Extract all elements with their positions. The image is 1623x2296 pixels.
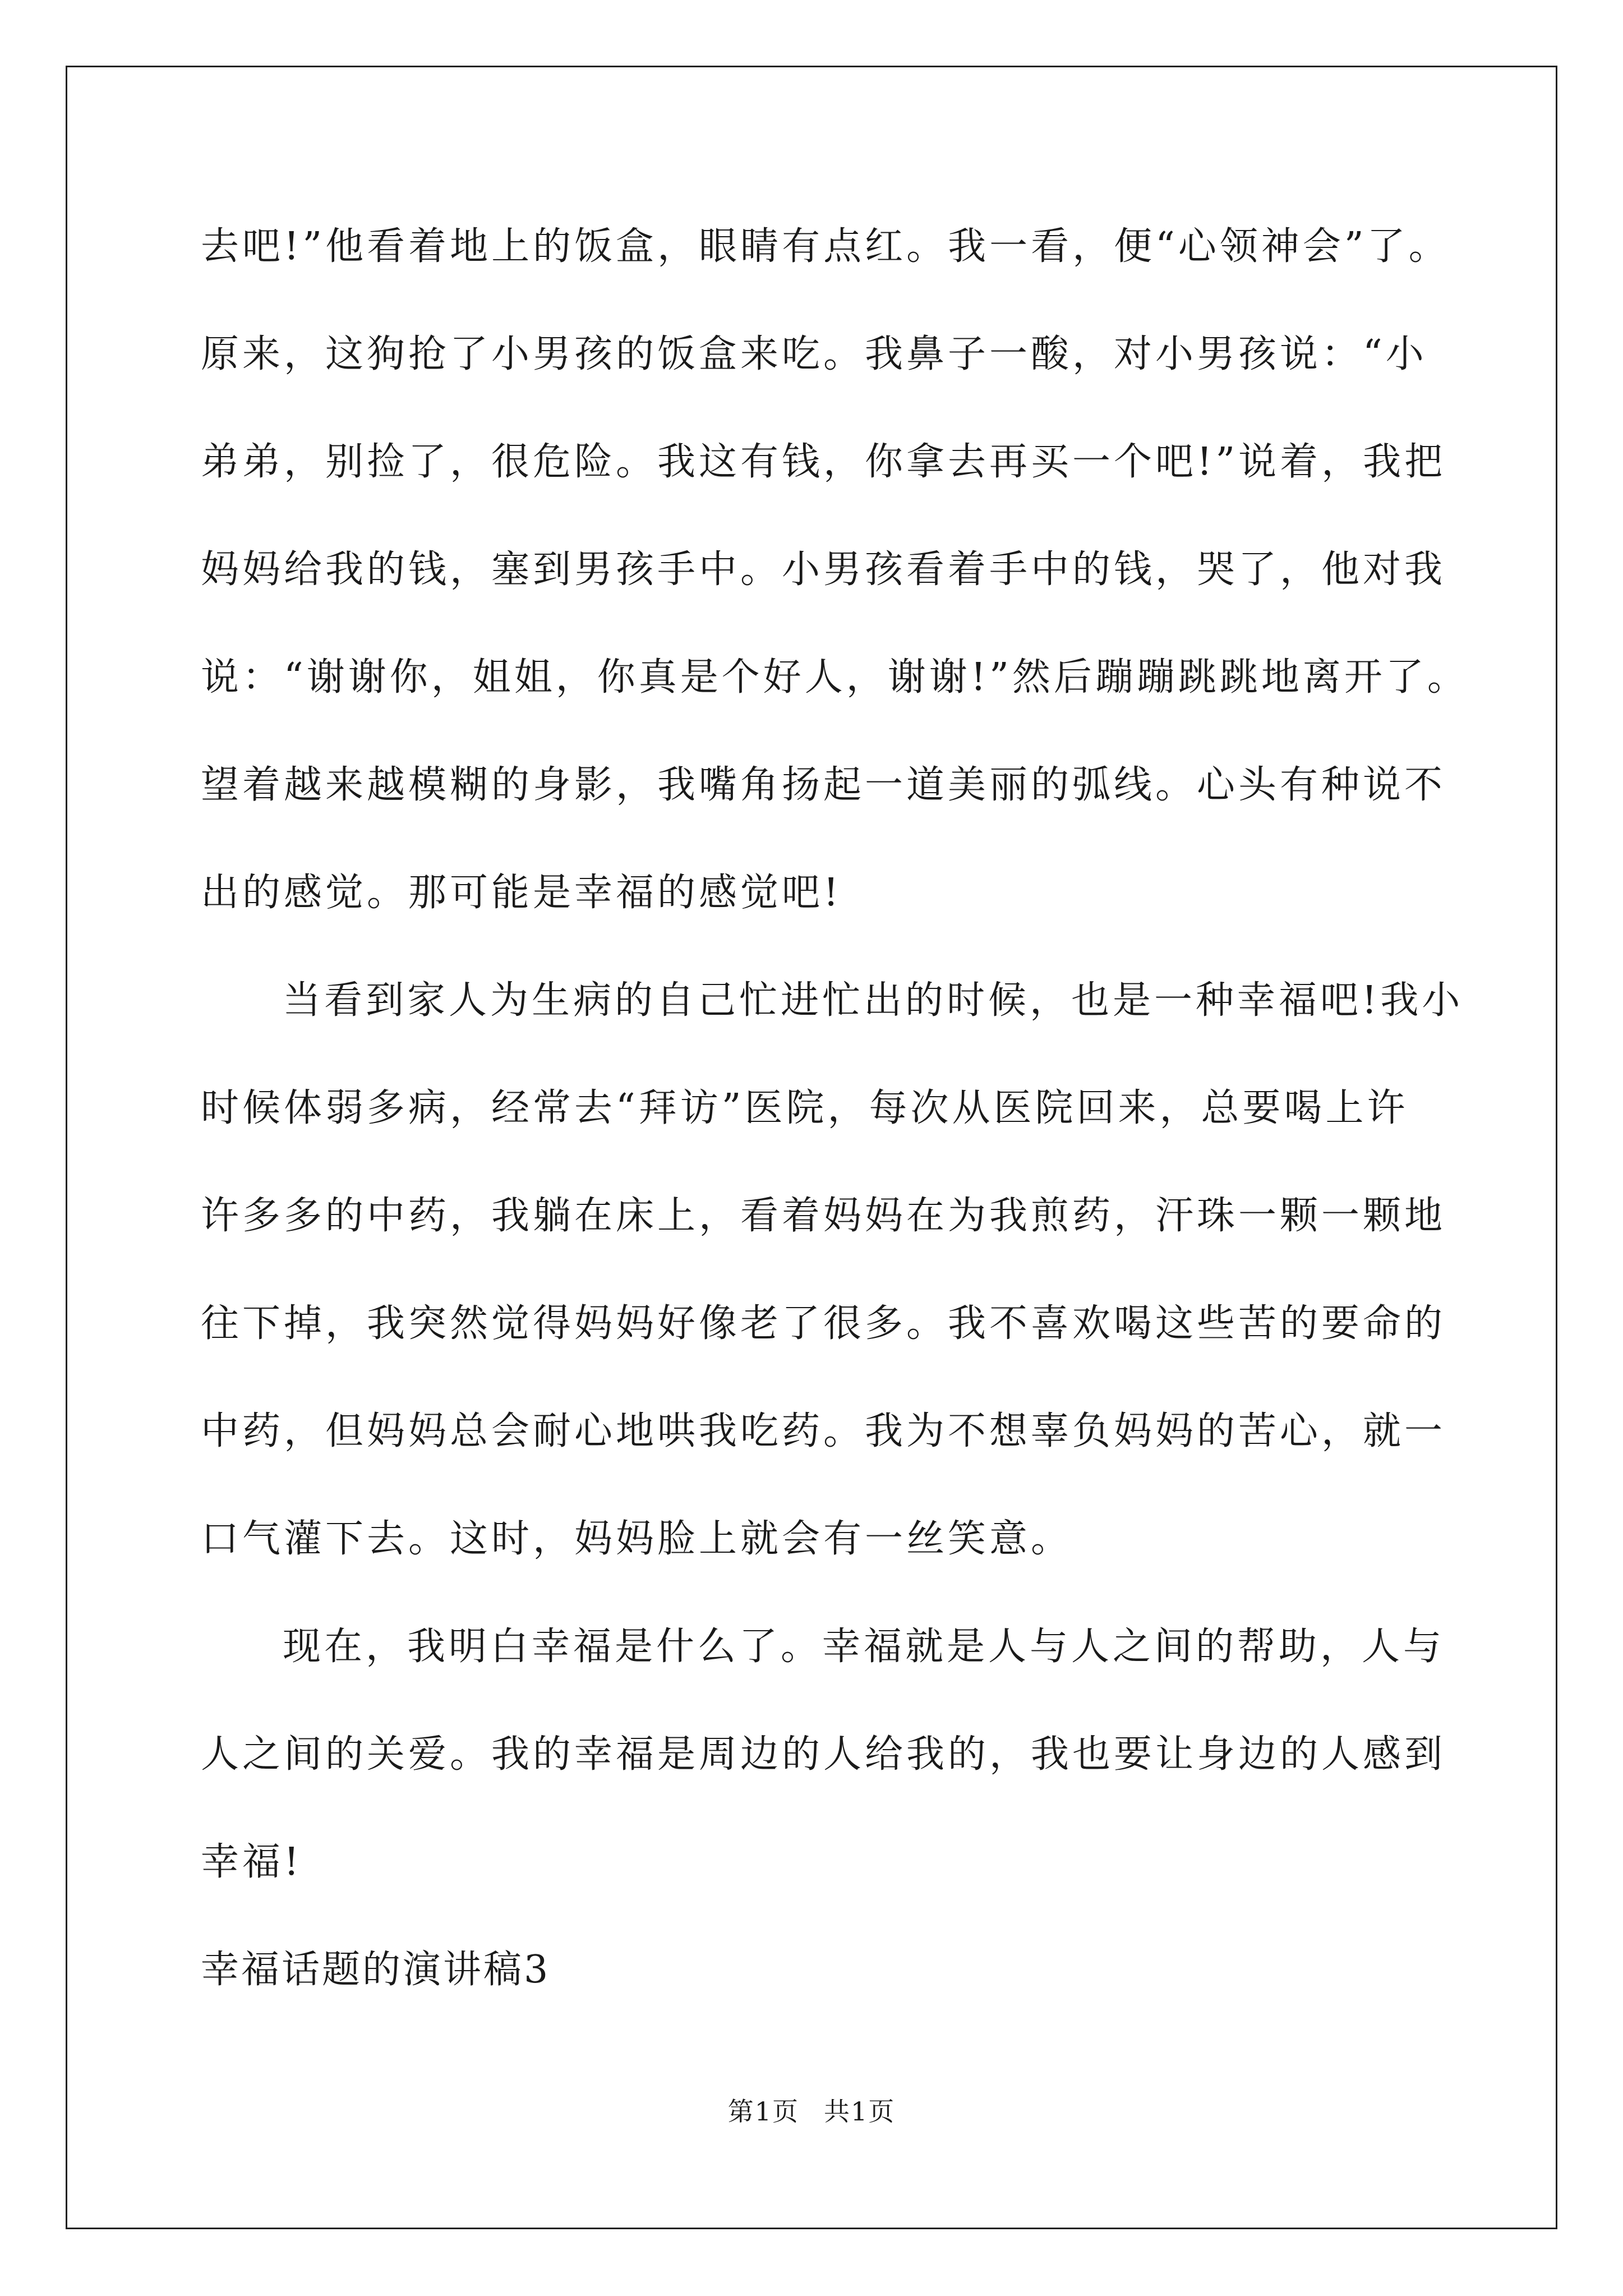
- text-line-1: 去吧!”他看着地上的饭盒，眼睛有点红。我一看，便“心领神会”了。: [201, 224, 1450, 269]
- text-line-3: 弟弟，别捡了，很危险。我这有钱，你拿去再买一个吧!”说着，我把: [201, 440, 1446, 484]
- text-line-5: 说：“谢谢你，姐姐，你真是个好人，谢谢!”然后蹦蹦跳跳地离开了。: [201, 655, 1469, 700]
- text-line-4: 妈妈给我的钱，塞到男孩手中。小男孩看着手中的钱，哭了，他对我: [201, 547, 1446, 592]
- text-line-14: 现在，我明白幸福是什么了。幸福就是人与人之间的帮助，人与: [283, 1625, 1445, 1669]
- text-line-12: 中药，但妈妈总会耐心地哄我吃药。我为不想辜负妈妈的苦心，就一: [201, 1409, 1446, 1453]
- page-footer: [0, 2091, 1623, 2128]
- text-line-16: 幸福!: [201, 1840, 303, 1884]
- text-line-10: 许多多的中药，我躺在床上，看着妈妈在为我煎药，汗珠一颗一颗地: [201, 1194, 1446, 1238]
- text-line-11: 往下掉，我突然觉得妈妈好像老了很多。我不喜欢喝这些苦的要命的: [201, 1301, 1446, 1346]
- text-line-8: 当看到家人为生病的自己忙进忙出的时候，也是一种幸福吧!我小: [283, 978, 1464, 1023]
- text-line-15: 人之间的关爱。我的幸福是周边的人给我的，我也要让身边的人感到: [201, 1732, 1446, 1777]
- page-number: 第1页: [727, 2096, 799, 2127]
- text-line-9: 时候体弱多病，经常去“拜访”医院，每次从医院回来，总要喝上许: [201, 1086, 1409, 1130]
- document-body: [201, 208, 1502, 2039]
- text-line-6: 望着越来越模糊的身影，我嘴角扬起一道美丽的弧线。心头有种说不: [201, 763, 1446, 807]
- text-line-13: 口气灌下去。这时，妈妈脸上就会有一丝笑意。: [201, 1517, 1073, 1561]
- text-line-2: 原来，这狗抢了小男孩的饭盒来吃。我鼻子一酸，对小男孩说：“小: [201, 332, 1427, 376]
- section-heading: 幸福话题的演讲稿3: [201, 1948, 551, 1992]
- page-total: 共1页: [824, 2096, 896, 2127]
- text-line-7: 出的感觉。那可能是幸福的感觉吧!: [201, 871, 842, 915]
